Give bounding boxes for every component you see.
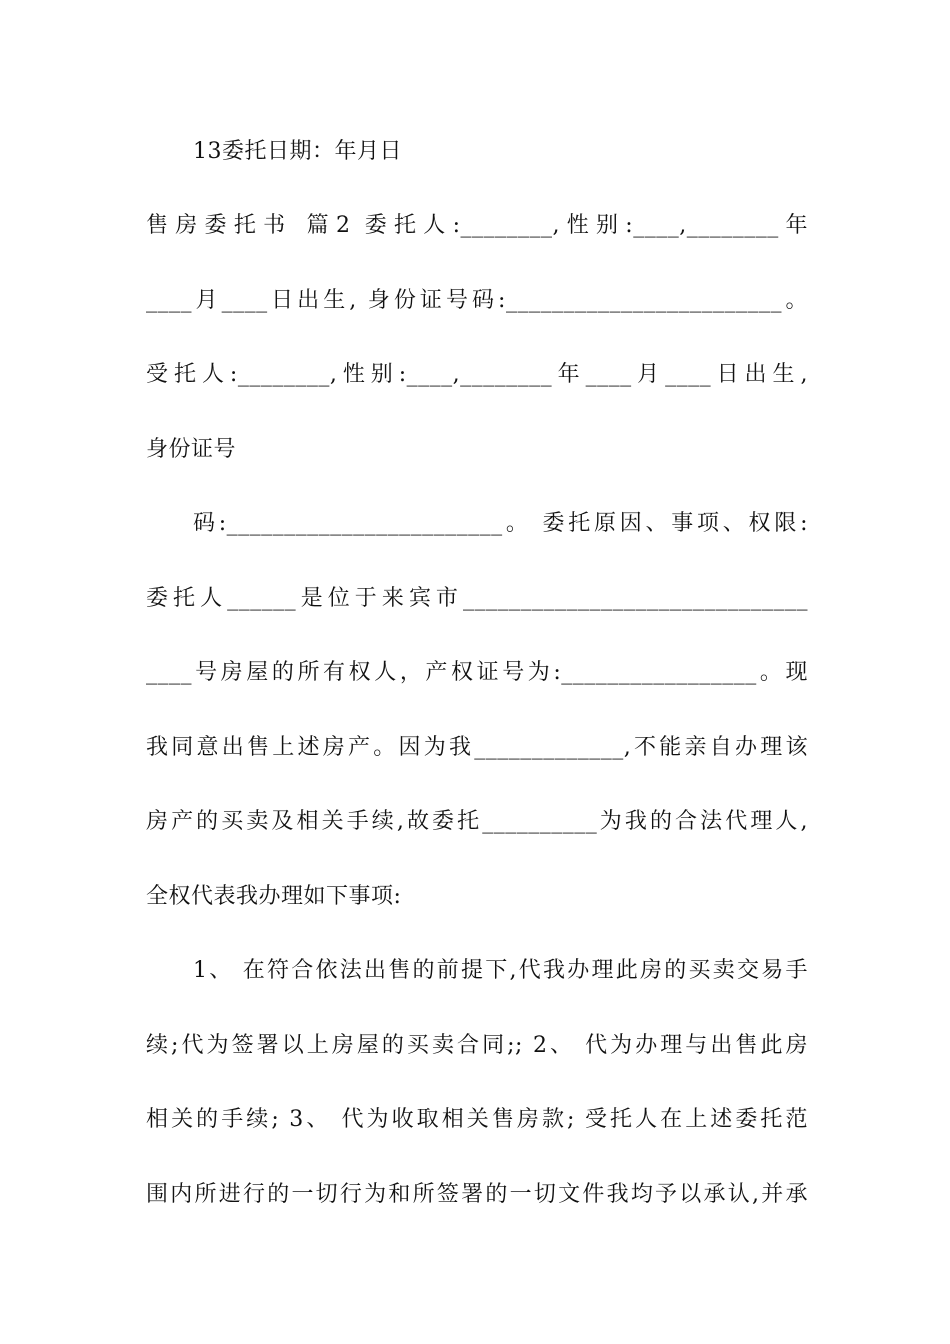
property-cert-line: ____号房屋的所有权人，产权证号为:_________________。现 xyxy=(146,660,808,685)
principal-birth-line: ____月____日出生, 身份证号码:________________________。 xyxy=(146,288,808,313)
property-location-line: 委托人______是位于来宾市______________________________ xyxy=(146,586,808,611)
item-three-line: 相关的手续; 3、 代为收取相关售房款; 受托人在上述委托范 xyxy=(146,1107,808,1132)
appointment-line: 房产的买卖及相关手续,故委托__________为我的合法代理人, xyxy=(146,809,808,834)
delegation-date-line: 13委托日期：年月日 xyxy=(193,139,402,164)
agent-id-number-line: 码:________________________。 委托原因、事项、权限: xyxy=(193,511,808,536)
agent-info-line: 受托人:________,性别:____,________年____月____日出生, xyxy=(146,362,808,387)
item-two-line: 续;代为签署以上房屋的买卖合同;; 2、 代为办理与出售此房 xyxy=(146,1033,808,1058)
consent-line: 我同意出售上述房产。因为我_____________,不能亲自办理该 xyxy=(146,735,808,760)
acknowledgement-line: 围内所进行的一切行为和所签署的一切文件我均予以承认,并承 xyxy=(146,1182,808,1207)
agent-id-label-line: 身份证号 xyxy=(146,437,237,462)
item-one-line: 1、 在符合依法出售的前提下,代我办理此房的买卖交易手 xyxy=(193,958,808,983)
authority-intro-line: 全权代表我办理如下事项: xyxy=(146,884,402,909)
section-heading-line: 售房委托书 篇2 委托人:________,性别:____,________年 xyxy=(146,213,808,238)
